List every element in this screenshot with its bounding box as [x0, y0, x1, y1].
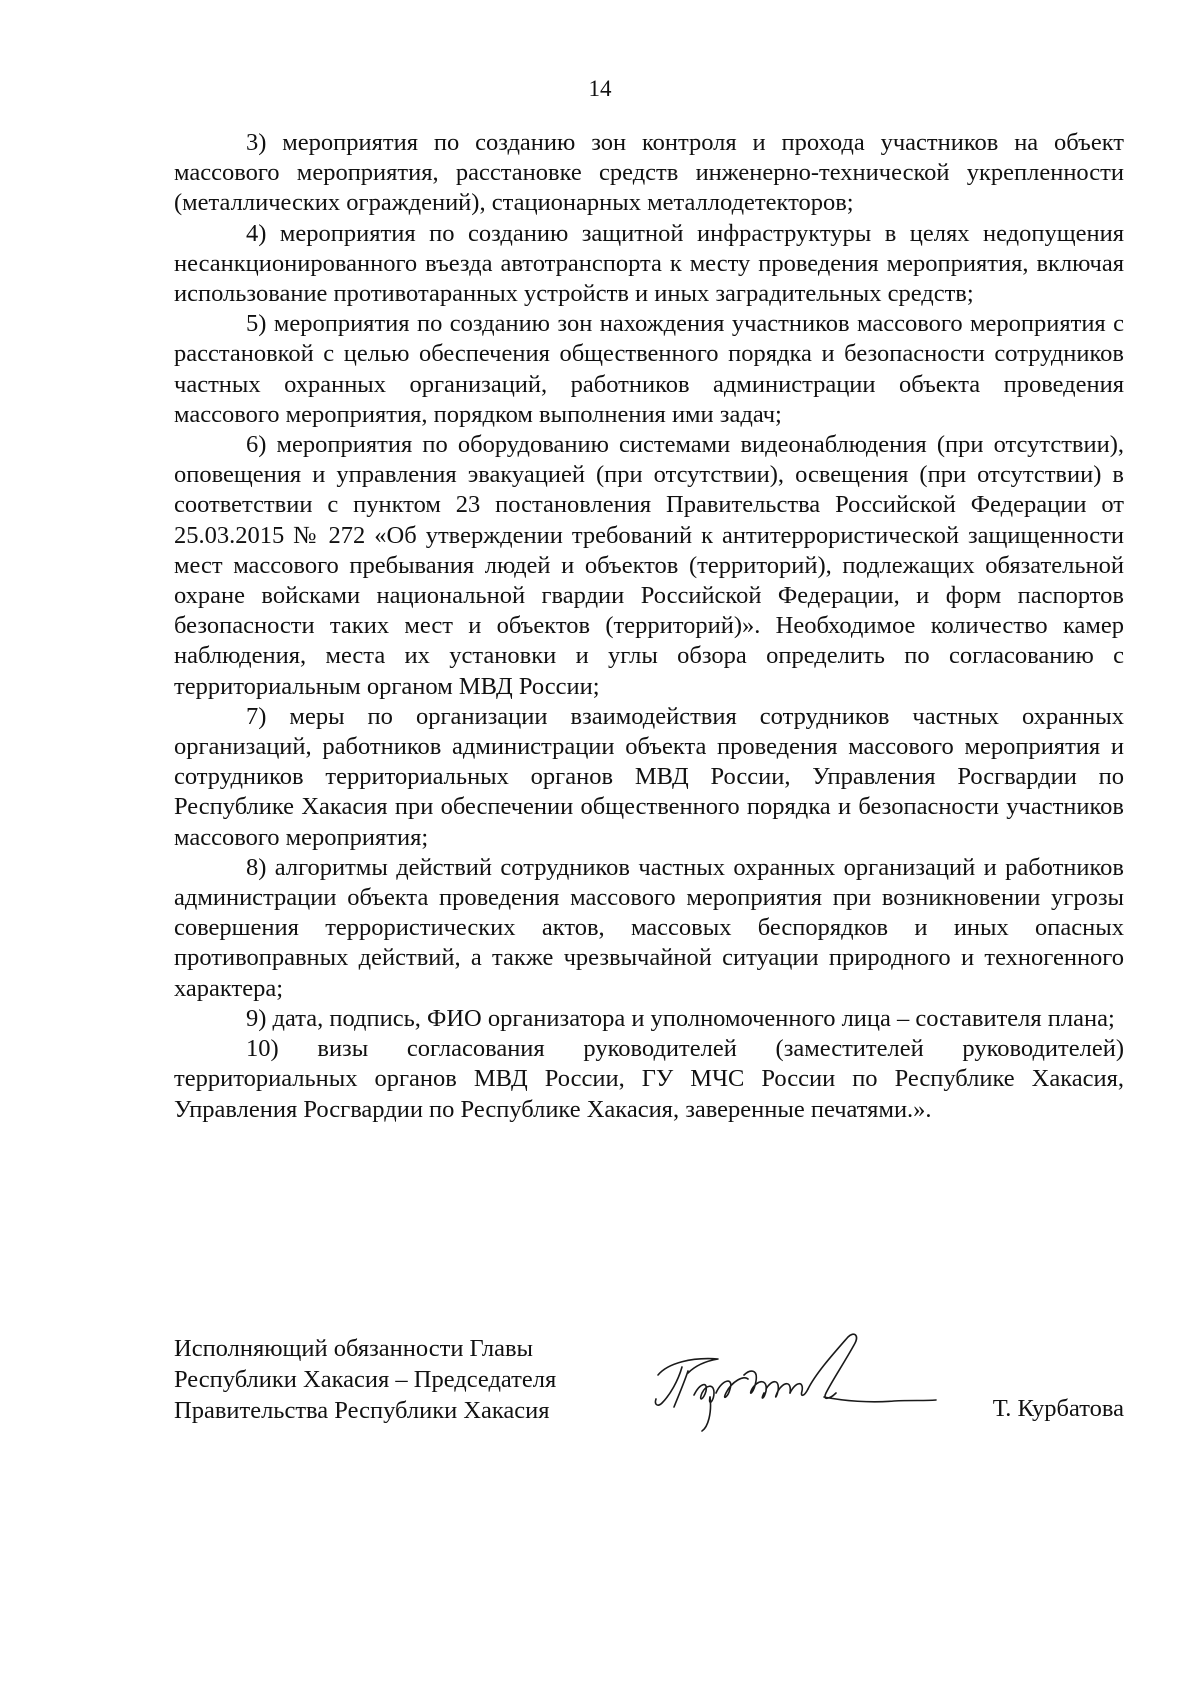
list-item-6: 6) мероприятия по оборудованию системами видеонаблюдения (при отсутствии), оповещения и управления эвакуацией (при отсутствии), освещения (при отсутствии) в соответствии с пунктом 23 постановления Правительства Российской Федерации от 25.03.2015 № 272 «Об утверждении требований к антитеррористической защищенности мест массового пребывания людей и объектов (территорий), подлежащих обязательной охране войсками национальной гвардии Российской Федерации, и форм паспортов безопасности таких мест и объектов (территорий)». Необходимое количество камер наблюдения, места их установки и углы обзора определить по согласованию с территориальным органом МВД России;: [174, 431, 1124, 700]
list-item-8: 8) алгоритмы действий сотрудников частных охранных организаций и работников администрации объекта проведения массового мероприятия при возникновении угрозы совершения террористических актов, массовых беспорядков и иных опасных противоправных действий, а также чрезвычайной ситуации природного и техногенного характера;: [174, 853, 1124, 1002]
handwritten-signature: [644, 1323, 964, 1433]
list-item-10: 10) визы согласования руководителей (заместителей руководителей) территориальных органов МВД России, ГУ МЧС России по Республике Хакасия, Управления Росгвардии по Республике Хакасия, заверенные печатями.».: [174, 1035, 1124, 1123]
signer-title-line: Исполняющий обязанности Главы: [174, 1335, 534, 1362]
page-number: 14: [588, 76, 612, 101]
list-item-9: 9) дата, подпись, ФИО организатора и уполномоченного лица – составителя плана;: [246, 1004, 1115, 1032]
signer-name: Т. Курбатова: [992, 1395, 1124, 1422]
list-item-5: 5) мероприятия по созданию зон нахождения участников массового мероприятия с расстановкой с целью обеспечения общественного порядка и безопасности сотрудников частных охранных организаций, работников администрации объекта проведения массового мероприятия, порядком выполнения ими задач;: [174, 310, 1124, 428]
list-item-7: 7) меры по организации взаимодействия сотрудников частных охранных организаций, работников администрации объекта проведения массового мероприятия и сотрудников территориальных органов МВД России, Управления Росгвардии по Республике Хакасия при обеспечении общественного порядка и безопасности участников массового мероприятия;: [174, 702, 1124, 851]
signer-title: [174, 1333, 556, 1426]
document-body: [174, 128, 1124, 1125]
signer-title-line: Правительства Республики Хакасия: [174, 1397, 550, 1424]
signer-title-line: Республики Хакасия – Председателя: [174, 1366, 557, 1393]
list-item-3: 3) мероприятия по созданию зон контроля и прохода участников на объект массового мероприятия, расстановке средств инженерно-технической укрепленности (металлических ограждений), стационарных металлодетекторов;: [174, 129, 1124, 217]
list-item-4: 4) мероприятия по созданию защитной инфраструктуры в целях недопущения несанкционированного въезда автотранспорта к месту проведения мероприятия, включая использование противотаранных устройств и иных заградительных средств;: [174, 219, 1124, 308]
signature-block: [174, 1333, 1124, 1453]
